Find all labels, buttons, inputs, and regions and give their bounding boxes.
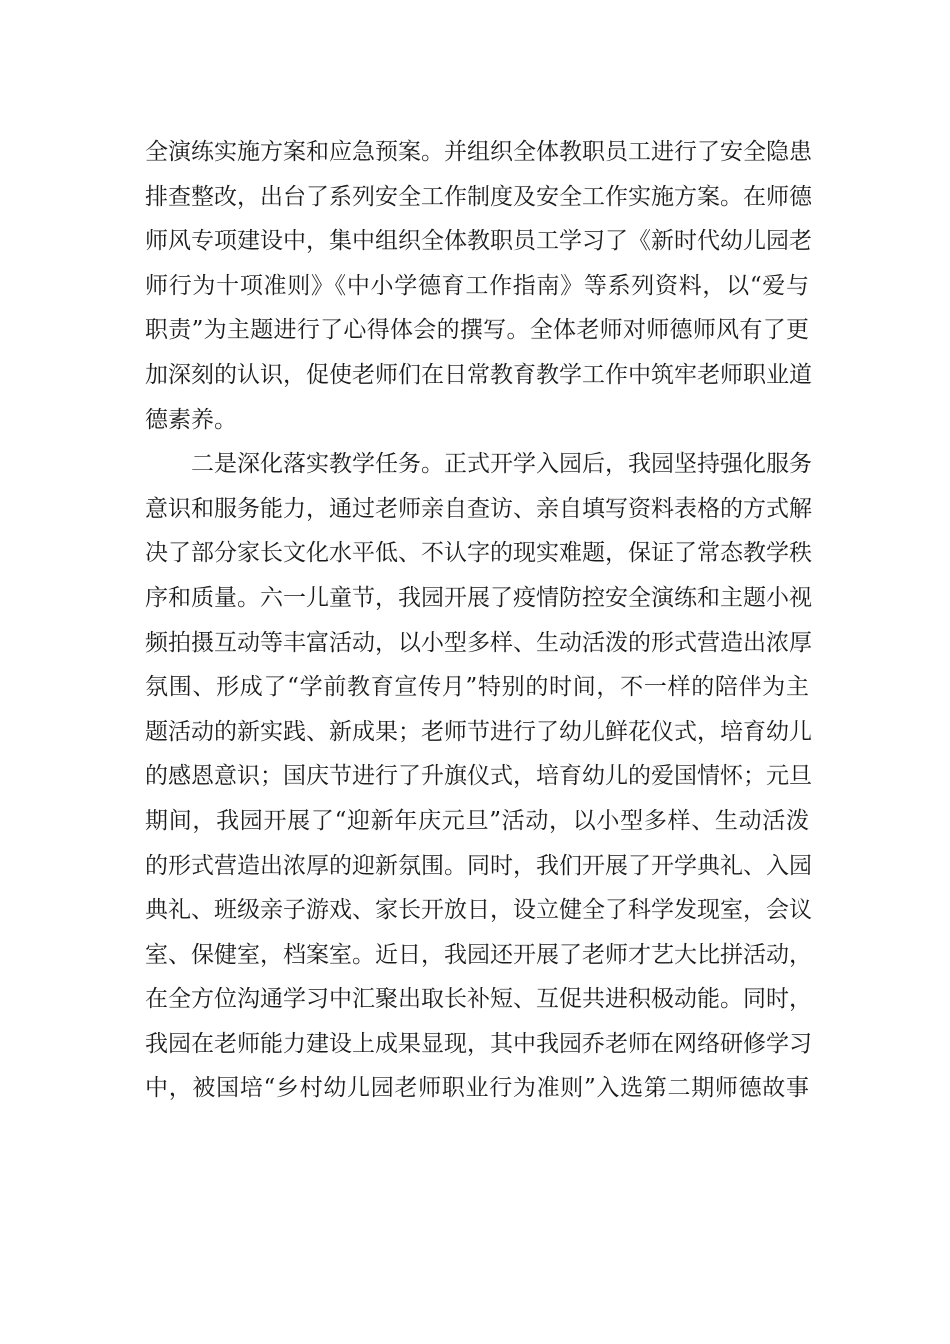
text-line: 排查整改，出台了系列安全工作制度及安全工作实施方案。在师德 bbox=[145, 183, 812, 210]
text-line: 职责”为主题进行了心得体会的撰写。全体老师对师德师风有了更 bbox=[145, 317, 809, 344]
text-line: 典礼、班级亲子游戏、家长开放日，设立健全了科学发现室，会议 bbox=[145, 897, 812, 924]
text-line: 中，被国培“乡村幼儿园老师职业行为准则”入选第二期师德故事 bbox=[145, 1075, 809, 1102]
text-line: 序和质量。六一儿童节，我园开展了疫情防控安全演练和主题小视 bbox=[145, 584, 812, 611]
text-line: 题活动的新实践、新成果；老师节进行了幼儿鲜花仪式，培育幼儿 bbox=[145, 718, 812, 745]
text-line: 的感恩意识；国庆节进行了升旗仪式，培育幼儿的爱国情怀；元旦 bbox=[145, 763, 812, 790]
text-line bbox=[145, 1111, 809, 1156]
text-line: 德素养。 bbox=[145, 406, 237, 433]
document-body bbox=[145, 130, 812, 1156]
text-line: 期间，我园开展了“迎新年庆元旦”活动，以小型多样、生动活泼 bbox=[145, 807, 809, 834]
text-line: 在全方位沟通学习中汇聚出取长补短、互促共进积极动能。同时， bbox=[145, 986, 812, 1013]
text-line: 加深刻的认识，促使老师们在日常教育教学工作中筑牢老师职业道 bbox=[145, 361, 812, 388]
text-line: 全演练实施方案和应急预案。并组织全体教职员工进行了安全隐患 bbox=[145, 139, 812, 165]
text-line: 频拍摄互动等丰富活动，以小型多样、生动活泼的形式营造出浓厚 bbox=[145, 629, 812, 656]
paragraph-2 bbox=[145, 442, 812, 1156]
text-line: 氛围、形成了“学前教育宣传月”特别的时间，不一样的陪伴为主 bbox=[145, 674, 809, 701]
text-line: 二是深化落实教学任务。正式开学入园后，我园坚持强化服务 bbox=[191, 451, 812, 478]
paragraph-1 bbox=[145, 130, 812, 442]
text-line: 师行为十项准则》《中小学德育工作指南》等系列资料，以“爱与 bbox=[145, 272, 809, 299]
text-line: 室、保健室，档案室。近日，我园还开展了老师才艺大比拼活动， bbox=[145, 941, 812, 968]
text-line: 我园在老师能力建设上成果显现，其中我园乔老师在网络研修学习 bbox=[145, 1030, 812, 1057]
text-line: 意识和服务能力，通过老师亲自查访、亲自填写资料表格的方式解 bbox=[145, 495, 812, 522]
text-line: 师风专项建设中，集中组织全体教职员工学习了《新时代幼儿园老 bbox=[145, 228, 812, 255]
text-line: 的形式营造出浓厚的迎新氛围。同时，我们开展了开学典礼、入园 bbox=[145, 852, 812, 879]
text-line: 决了部分家长文化水平低、不认字的现实难题，保证了常态教学秩 bbox=[145, 540, 812, 567]
